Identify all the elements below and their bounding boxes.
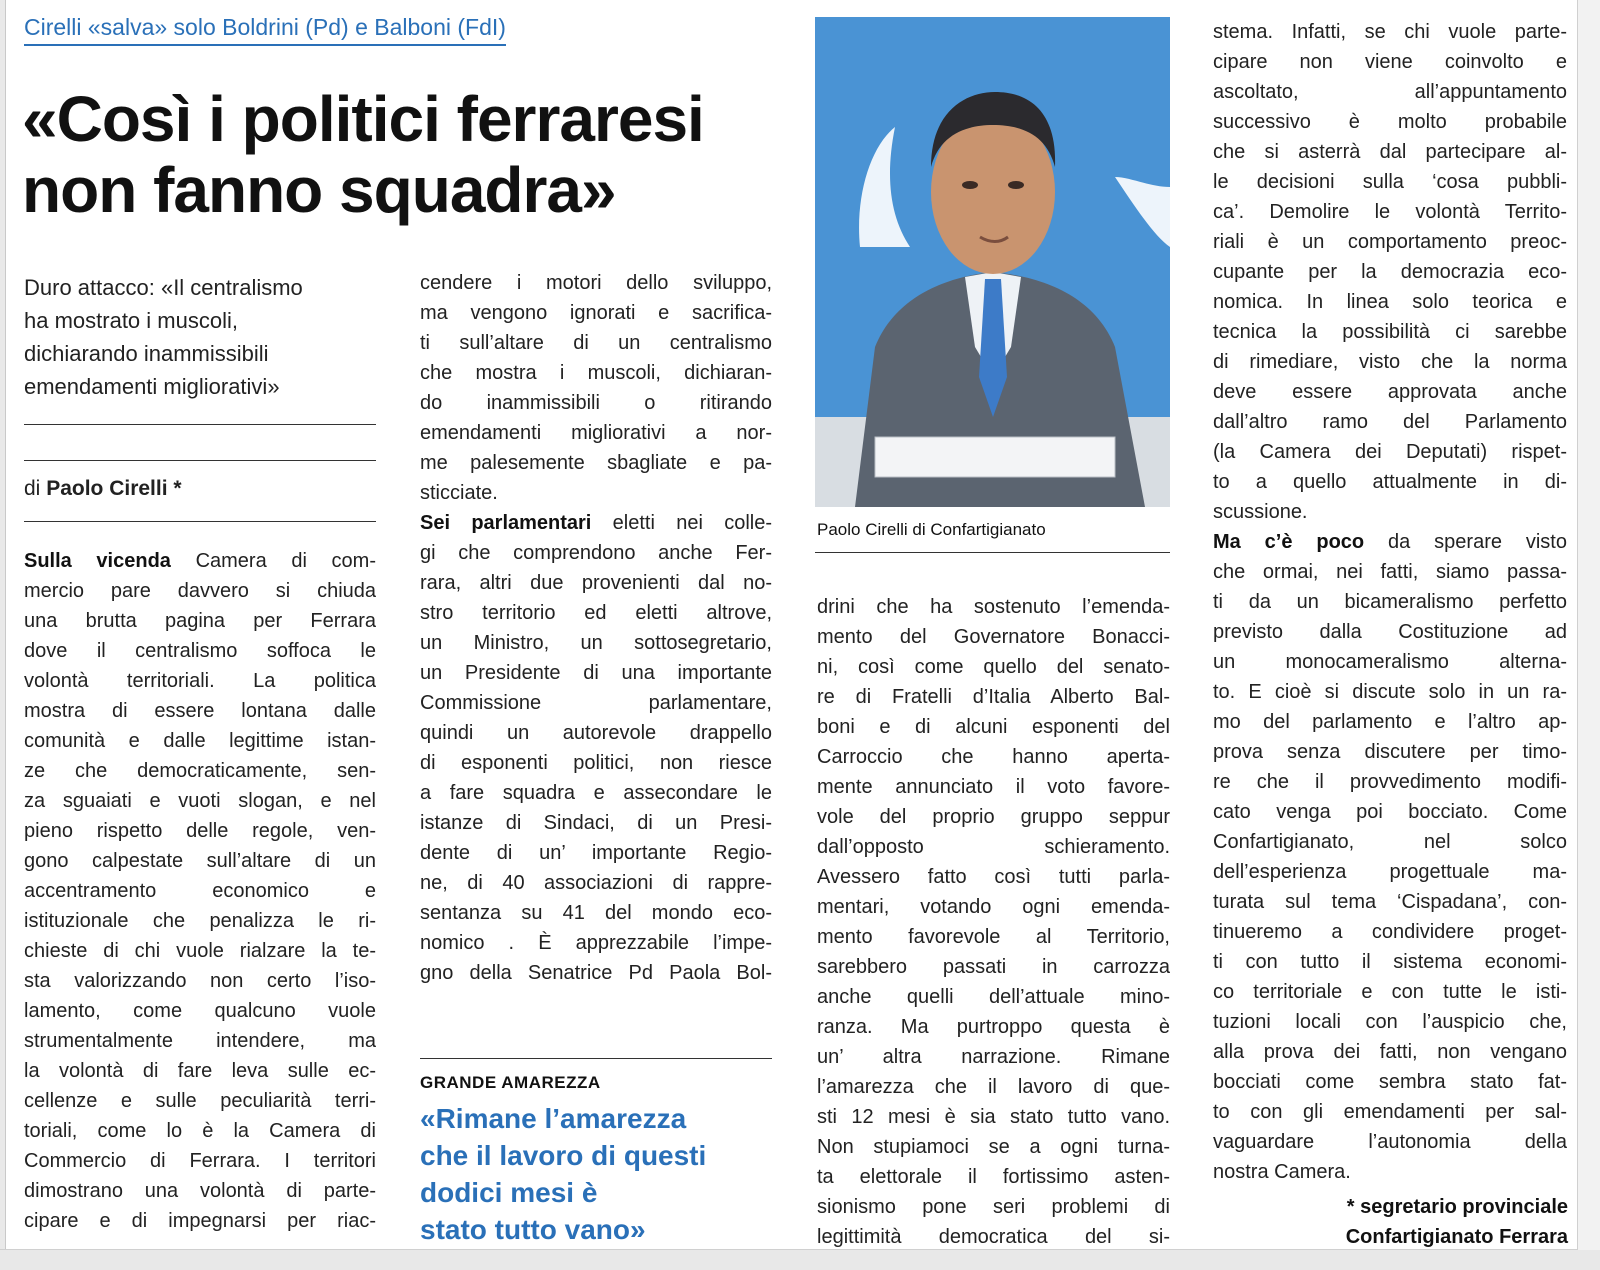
article-line: nomico . È apprezzabile l’impe- bbox=[420, 932, 772, 954]
divider bbox=[420, 1058, 772, 1059]
photo-caption: Paolo Cirelli di Confartigianato bbox=[817, 520, 1046, 539]
article-line: gno della Senatrice Pd Paola Bol- bbox=[420, 962, 772, 984]
article-line: che mostra i muscoli, dichiaran- bbox=[420, 362, 772, 384]
article-line: to con gli emendamenti per sal- bbox=[1213, 1101, 1567, 1123]
paragraph-lead-bold: Sei parlamentari bbox=[420, 512, 592, 534]
article-line: mento favorevole al Territorio, bbox=[817, 926, 1170, 948]
article-line: riali è un comportamento preoc- bbox=[1213, 231, 1567, 253]
article-line: sti 12 mesi è sia stato tutto vano. bbox=[817, 1106, 1170, 1128]
article-line: un’ altra narrazione. Rimane bbox=[817, 1046, 1170, 1068]
article-line: mente annunciato il voto favore- bbox=[817, 776, 1170, 798]
article-line: turata sul tema ‘Cispadana’, con- bbox=[1213, 891, 1567, 913]
article-line: deve essere approvata anche bbox=[1213, 381, 1567, 403]
article-line: tecnica la possibilità ci sarebbe bbox=[1213, 321, 1567, 343]
article-line: (la Camera dei Deputati) rispet- bbox=[1213, 441, 1567, 463]
article-line: pieno rispetto delle regole, ven- bbox=[24, 820, 376, 842]
author-signature bbox=[1200, 1192, 1568, 1250]
page-right-margin bbox=[1578, 0, 1600, 1250]
pull-quote bbox=[420, 1100, 775, 1248]
article-line: dimostrano una volontà di parte- bbox=[24, 1180, 376, 1202]
article-line: Non stupiamoci se a ogni turna- bbox=[817, 1136, 1170, 1158]
article-line: mostra di essere lontana dalle bbox=[24, 700, 376, 722]
article-line: chieste di chi vuole rialzare la te- bbox=[24, 940, 376, 962]
article-line: scussione. bbox=[1213, 501, 1308, 523]
article-line: bocciati come sembra stato fat- bbox=[1213, 1071, 1567, 1093]
article-line: dell’esperienza progettuale ma- bbox=[1213, 861, 1567, 883]
article-line: toriali, come lo è la Camera di bbox=[24, 1120, 376, 1142]
article-line: alla prova dei fatti, non vengano bbox=[1213, 1041, 1567, 1063]
article-line: dente di un’ importante Regio- bbox=[420, 842, 772, 864]
pull-quote-line: «Rimane l’amarezza bbox=[420, 1103, 687, 1134]
article-line: gono calpestate sull’altare di un bbox=[24, 850, 376, 872]
article-line: me palesemente sbagliate e pa- bbox=[420, 452, 772, 474]
article-line: che si asterrà dal partecipare al- bbox=[1213, 141, 1567, 163]
article-line: di esponenti politici, non riesce bbox=[420, 752, 772, 774]
article-line: co territoriale e con tutte le isti- bbox=[1213, 981, 1567, 1003]
article-line: dall’altro ramo del Parlamento bbox=[1213, 411, 1567, 433]
pull-quote-line: che il lavoro di questi bbox=[420, 1140, 707, 1171]
article-line: ranza. Ma purtroppo questa è bbox=[817, 1016, 1170, 1038]
article-line: ascoltato, all’appuntamento bbox=[1213, 81, 1567, 103]
article-column-3 bbox=[817, 592, 1170, 1250]
divider bbox=[24, 521, 376, 522]
article-line: to. E cioè si discute solo in un ra- bbox=[1213, 681, 1567, 703]
article-line: stema. Infatti, se chi vuole parte- bbox=[1213, 21, 1567, 43]
article-line: dall’opposto schieramento. bbox=[817, 836, 1170, 858]
article-line: cato venga poi bocciato. Come bbox=[1213, 801, 1567, 823]
byline-author: Paolo Cirelli * bbox=[46, 477, 182, 500]
article-column-4 bbox=[1213, 17, 1567, 1187]
article-line: cupante per la democrazia eco- bbox=[1213, 261, 1567, 283]
article-line: un monocameralismo alterna- bbox=[1213, 651, 1567, 673]
pull-quote-line: stato tutto vano» bbox=[420, 1214, 646, 1245]
article-line bbox=[24, 546, 376, 576]
article-line: boni e di alcuni esponenti del bbox=[817, 716, 1170, 738]
article-line: ti con tutto il sistema economi- bbox=[1213, 951, 1567, 973]
article-line: ze che democraticamente, sen- bbox=[24, 760, 376, 782]
article-line: quindi un autorevole drappello bbox=[420, 722, 772, 744]
article-line: nostra Camera. bbox=[1213, 1161, 1351, 1183]
signature-line: * segretario provinciale bbox=[1346, 1196, 1568, 1218]
article-line: legittimità democratica del si- bbox=[817, 1226, 1170, 1248]
lead-rest: Camera di com- bbox=[170, 550, 376, 572]
page-left-edge bbox=[0, 0, 6, 1250]
article-line: mentari, votando ogni emenda- bbox=[817, 896, 1170, 918]
article-column-1 bbox=[24, 546, 376, 1236]
subhead-line: emendamenti migliorativi» bbox=[24, 374, 280, 399]
divider bbox=[815, 552, 1170, 553]
portrait-photo bbox=[815, 17, 1170, 507]
article-line: una brutta pagina per Ferrara bbox=[24, 610, 376, 632]
article-line: un Ministro, un sottosegretario, bbox=[420, 632, 772, 654]
article-line: anche quelli dell’attuale mino- bbox=[817, 986, 1170, 1008]
pull-quote-line: dodici mesi è bbox=[420, 1177, 598, 1208]
article-line: lamento, come qualcuno vuole bbox=[24, 1000, 376, 1022]
article-line: volontà territoriali. La politica bbox=[24, 670, 376, 692]
article-line: ne, di 40 associazioni di rappre- bbox=[420, 872, 772, 894]
article-line bbox=[1213, 527, 1567, 557]
article-line: re che il provvedimento modifi- bbox=[1213, 771, 1567, 793]
article-line: drini che ha sostenuto l’emenda- bbox=[817, 596, 1170, 618]
article-line: ta elettorale il fortissimo asten- bbox=[817, 1166, 1170, 1188]
divider bbox=[24, 424, 376, 425]
article-line: sionismo pone seri problemi di bbox=[817, 1196, 1170, 1218]
paragraph-lead-rest: eletti nei colle- bbox=[591, 512, 772, 534]
article-line: gi che comprendono anche Fer- bbox=[420, 542, 772, 564]
article-line: previsto dalla Costituzione ad bbox=[1213, 621, 1567, 643]
article-line: Confartigianato, nel solco bbox=[1213, 831, 1567, 853]
article-line: do inammissibili o ritirando bbox=[420, 392, 772, 414]
article-line: comunità e dalle legittime istan- bbox=[24, 730, 376, 752]
article-line: mercio pare davvero si chiuda bbox=[24, 580, 376, 602]
article-line: Avessero fatto così tutti parla- bbox=[817, 866, 1170, 888]
subhead-line: dichiarando inammissibili bbox=[24, 341, 269, 366]
headline-line: «Così i politici ferraresi bbox=[22, 83, 704, 155]
article-line: tinueremo a condividere proget- bbox=[1213, 921, 1567, 943]
article-line: cellenze e sulle peculiarità terri- bbox=[24, 1090, 376, 1112]
article-line: Commissione parlamentare, bbox=[420, 692, 772, 714]
article-line: ca’. Demolire le volontà Territo- bbox=[1213, 201, 1567, 223]
article-line: Commercio di Ferrara. I territori bbox=[24, 1150, 376, 1172]
subhead-line: Duro attacco: «Il centralismo bbox=[24, 275, 303, 300]
article-line: a fare squadra e assecondare le bbox=[420, 782, 772, 804]
divider bbox=[24, 460, 376, 461]
portrait-illustration bbox=[815, 17, 1170, 507]
article-line: rara, altri due provenienti dal no- bbox=[420, 572, 772, 594]
page-bottom-margin bbox=[0, 1250, 1600, 1270]
article-line: sticciate. bbox=[420, 482, 498, 504]
article-line: successivo è molto probabile bbox=[1213, 111, 1567, 133]
article-line: ti da un bicameralismo perfetto bbox=[1213, 591, 1567, 613]
subhead-line: ha mostrato i muscoli, bbox=[24, 308, 238, 333]
quote-label: GRANDE AMAREZZA bbox=[420, 1073, 601, 1092]
article-line: di rimediare, visto che la norma bbox=[1213, 351, 1567, 373]
article-line: vaguardare l’autonomia della bbox=[1213, 1131, 1567, 1153]
lead-bold: Sulla vicenda bbox=[24, 550, 171, 572]
article-line: cendere i motori dello sviluppo, bbox=[420, 272, 772, 294]
article-line: vole del proprio gruppo seppur bbox=[817, 806, 1170, 828]
article-line: cipare non viene coinvolto e bbox=[1213, 51, 1567, 73]
article-line: mento del Governatore Bonacci- bbox=[817, 626, 1170, 648]
article-line: tuzioni locali con l’auspicio che, bbox=[1213, 1011, 1567, 1033]
article-line bbox=[420, 508, 772, 538]
article-line: ma vengono ignorati e sacrifica- bbox=[420, 302, 772, 324]
article-line: sentanza su 41 del mondo eco- bbox=[420, 902, 772, 924]
article-line: to a quello attualmente in di- bbox=[1213, 471, 1567, 493]
kicker: Cirelli «salva» solo Boldrini (Pd) e Balboni (FdI) bbox=[24, 14, 506, 46]
byline bbox=[24, 477, 182, 501]
article-line: cipare e di impegnarsi per riac- bbox=[24, 1210, 376, 1232]
article-line: la volontà di fare leva sulle ec- bbox=[24, 1060, 376, 1082]
article-line: prova senza discutere per timo- bbox=[1213, 741, 1567, 763]
signature-line: Confartigianato Ferrara bbox=[1345, 1226, 1568, 1248]
article-line: le decisioni sulla ‘cosa pubbli- bbox=[1213, 171, 1567, 193]
article-line: ti sull’altare di un centralismo bbox=[420, 332, 772, 354]
article-line: stro territorio ed eletti altrove, bbox=[420, 602, 772, 624]
article-line: za sguaiati e vuoti slogan, e nel bbox=[24, 790, 376, 812]
headline bbox=[22, 84, 792, 226]
article-line: Carroccio che hanno aperta- bbox=[817, 746, 1170, 768]
article-line: che ormai, nei fatti, siamo passa- bbox=[1213, 561, 1567, 583]
article-line: un Presidente di una importante bbox=[420, 662, 772, 684]
paragraph-lead-rest: da sperare visto bbox=[1364, 531, 1567, 553]
article-line: re di Fratelli d’Italia Alberto Bal- bbox=[817, 686, 1170, 708]
article-line: sarebbero passati in carrozza bbox=[817, 956, 1170, 978]
article-line: l’amarezza che il lavoro di que- bbox=[817, 1076, 1170, 1098]
article-line: ni, così come quello del senato- bbox=[817, 656, 1170, 678]
headline-line: non fanno squadra» bbox=[22, 154, 616, 226]
article-line: strumentalmente intendere, ma bbox=[24, 1030, 376, 1052]
subhead bbox=[24, 271, 376, 403]
paragraph-lead-bold: Ma c’è poco bbox=[1213, 531, 1365, 553]
article-line: emendamenti migliorativi a nor- bbox=[420, 422, 772, 444]
byline-prefix: di bbox=[24, 477, 47, 500]
article-line: istanze di Sindaci, di un Presi- bbox=[420, 812, 772, 834]
article-line: istituzionale che penalizza le ri- bbox=[24, 910, 376, 932]
article-line: dove il centralismo soffoca le bbox=[24, 640, 376, 662]
article-line: accentramento economico e bbox=[24, 880, 376, 902]
article-line: sta valorizzando non certo l’iso- bbox=[24, 970, 376, 992]
article-line: nomica. In linea solo teorica e bbox=[1213, 291, 1567, 313]
article-line: mo del parlamento e l’altro ap- bbox=[1213, 711, 1567, 733]
article-column-2 bbox=[420, 268, 772, 988]
